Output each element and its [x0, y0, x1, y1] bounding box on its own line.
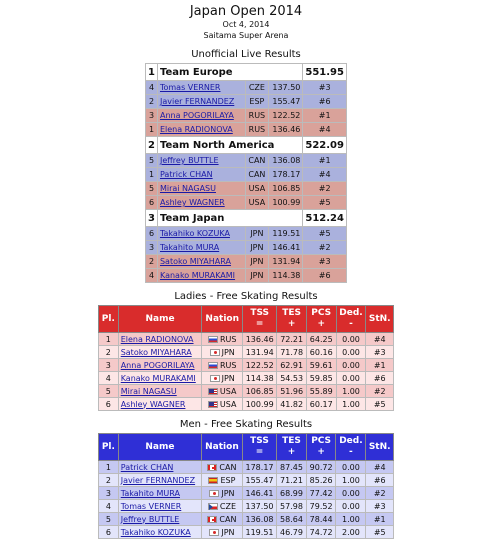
skater-link[interactable]: Ashley WAGNER	[120, 399, 186, 409]
tss-value: 178.17	[242, 461, 276, 474]
col-tss-op: =	[255, 447, 264, 457]
name-cell	[118, 385, 202, 398]
nation-cell	[202, 346, 243, 359]
pcs-value: 77.42	[306, 487, 336, 500]
tss-value: 146.41	[242, 487, 276, 500]
team-skater-row	[146, 109, 347, 123]
skater-link[interactable]: Patrick CHAN	[159, 170, 213, 179]
skater-score: 114.38	[268, 269, 303, 283]
skater-score: 122.52	[268, 109, 303, 123]
result-row	[99, 500, 394, 513]
col-pcs	[306, 434, 336, 461]
skater-name-cell	[157, 95, 245, 109]
team-skater-row	[146, 196, 347, 210]
pcs-value: 60.17	[306, 398, 336, 411]
tss-value: 136.08	[242, 513, 276, 526]
skater-rank: #2	[303, 241, 347, 255]
skater-rank: #6	[303, 95, 347, 109]
col-stn: StN.	[366, 434, 394, 461]
ladies-results-table	[98, 305, 394, 411]
nation-cell	[202, 398, 243, 411]
team-skater-row	[146, 255, 347, 269]
men-results-table	[98, 433, 394, 539]
skater-score: 178.17	[268, 168, 303, 182]
col-ded-op: -	[349, 447, 353, 457]
col-tes-label: TES	[282, 436, 301, 446]
skater-link[interactable]: Elena RADIONOVA	[120, 334, 194, 344]
skater-score: 146.41	[268, 241, 303, 255]
col-pcs-op: +	[317, 447, 325, 457]
pcs-value: 85.26	[306, 474, 336, 487]
ded-value: 0.00	[336, 461, 366, 474]
stn-value: #4	[366, 461, 394, 474]
ded-value: 0.00	[336, 333, 366, 346]
col-tss	[242, 434, 276, 461]
flag-icon	[208, 503, 218, 510]
name-cell	[118, 474, 201, 487]
nation-code: CAN	[219, 462, 237, 472]
skater-link[interactable]: Anna POGORILAYA	[159, 111, 234, 120]
tes-value: 87.45	[277, 461, 307, 474]
team-results-body	[146, 64, 347, 283]
team-place: 3	[146, 210, 158, 227]
nation-cell	[202, 372, 243, 385]
nation-cell	[202, 461, 243, 474]
team-skater-row	[146, 269, 347, 283]
pcs-value: 59.61	[306, 359, 336, 372]
col-tes	[277, 434, 307, 461]
men-results-body	[99, 461, 394, 539]
tes-value: 71.78	[277, 346, 307, 359]
team-place: 2	[146, 137, 158, 154]
tss-value: 136.46	[243, 333, 277, 346]
skater-link[interactable]: Patrick CHAN	[120, 462, 174, 472]
stn-value: #4	[366, 333, 394, 346]
result-row	[99, 333, 394, 346]
place: 2	[99, 346, 119, 359]
flag-icon	[207, 516, 217, 523]
event-date: Oct 4, 2014	[222, 20, 270, 29]
result-row	[99, 398, 394, 411]
flag-icon	[209, 490, 219, 497]
tes-value: 72.21	[277, 333, 307, 346]
skater-name-cell	[157, 269, 245, 283]
skater-rank: #5	[303, 196, 347, 210]
place: 6	[99, 398, 119, 411]
pcs-value: 79.52	[306, 500, 336, 513]
skater-link[interactable]: Jeffrey BUTTLE	[120, 514, 180, 524]
ladies-caption: Ladies - Free Skating Results	[174, 291, 318, 302]
skater-name-cell	[157, 109, 245, 123]
skater-link[interactable]: Kanako MURAKAMI	[159, 271, 236, 280]
skater-name-cell	[157, 154, 245, 168]
nation-code: ESP	[220, 475, 236, 485]
skater-rank: #6	[303, 269, 347, 283]
tes-value: 51.96	[277, 385, 307, 398]
name-cell	[118, 359, 202, 372]
team-name: Team Europe	[157, 64, 302, 81]
col-ded-label: Ded.	[339, 308, 363, 318]
skater-start-number: 2	[146, 95, 158, 109]
stn-value: #3	[366, 500, 394, 513]
skater-score: 100.99	[268, 196, 303, 210]
col-tes-op: +	[287, 447, 296, 457]
skater-score: 137.50	[268, 81, 303, 95]
nation-cell	[202, 385, 243, 398]
col-name: Name	[118, 434, 201, 461]
col-tes-op: +	[287, 319, 296, 329]
nation-code: JPN	[221, 527, 235, 537]
pcs-value: 64.25	[306, 333, 336, 346]
team-results-table	[145, 63, 347, 283]
skater-rank: #4	[303, 168, 347, 182]
skater-start-number: 3	[146, 241, 158, 255]
skater-name-cell	[157, 123, 245, 137]
col-name: Name	[118, 306, 202, 333]
team-skater-row	[146, 182, 347, 196]
tss-value: 106.85	[243, 385, 277, 398]
result-row	[99, 359, 394, 372]
name-cell	[118, 372, 202, 385]
skater-start-number: 4	[146, 269, 158, 283]
skater-link[interactable]: Takahito MURA	[159, 243, 220, 252]
skater-rank: #5	[303, 227, 347, 241]
ded-value: 1.00	[336, 385, 366, 398]
skater-country: JPN	[246, 255, 268, 269]
name-cell	[118, 487, 201, 500]
ded-value: 2.00	[336, 526, 366, 539]
skater-link[interactable]: Jeffrey BUTTLE	[159, 156, 219, 165]
nation-code: JPN	[221, 373, 235, 383]
skater-rank: #4	[303, 123, 347, 137]
tss-value: 155.47	[242, 474, 276, 487]
result-row	[99, 513, 394, 526]
stn-value: #2	[366, 487, 394, 500]
skater-name-cell	[157, 255, 245, 269]
ded-value: 1.00	[336, 474, 366, 487]
name-cell	[118, 333, 202, 346]
nation-code: CAN	[219, 514, 237, 524]
tes-value: 46.79	[277, 526, 307, 539]
team-skater-row	[146, 81, 347, 95]
team-skater-row	[146, 95, 347, 109]
skater-country: RUS	[246, 123, 268, 137]
pcs-value: 60.16	[306, 346, 336, 359]
team-skater-row	[146, 227, 347, 241]
team-total: 551.95	[303, 64, 347, 81]
col-nation: Nation	[202, 434, 243, 461]
team-skater-row	[146, 123, 347, 137]
skater-score: 119.51	[268, 227, 303, 241]
col-ded	[336, 434, 366, 461]
result-row	[99, 461, 394, 474]
nation-cell	[202, 359, 243, 372]
nation-code: JPN	[221, 488, 235, 498]
tes-value: 58.64	[277, 513, 307, 526]
skater-country: JPN	[246, 269, 268, 283]
skater-link[interactable]: Satoko MIYAHARA	[120, 347, 192, 357]
flag-icon	[208, 336, 218, 343]
result-row	[99, 487, 394, 500]
pcs-value: 78.44	[306, 513, 336, 526]
skater-name-cell	[157, 168, 245, 182]
skater-rank: #1	[303, 154, 347, 168]
nation-cell	[202, 487, 243, 500]
team-name: Team Japan	[157, 210, 302, 227]
page-title: Japan Open 2014	[189, 4, 303, 19]
skater-start-number: 6	[146, 196, 158, 210]
tes-value: 62.91	[277, 359, 307, 372]
nation-code: USA	[219, 386, 237, 396]
place: 5	[99, 385, 119, 398]
result-row	[99, 346, 394, 359]
team-name: Team North America	[157, 137, 302, 154]
result-row	[99, 372, 394, 385]
pcs-value: 74.72	[306, 526, 336, 539]
live-results-caption: Unofficial Live Results	[191, 49, 301, 60]
name-cell	[118, 461, 201, 474]
flag-icon	[209, 529, 219, 536]
name-cell	[118, 513, 201, 526]
place: 4	[99, 500, 119, 513]
place: 5	[99, 513, 119, 526]
nation-code: RUS	[219, 334, 237, 344]
flag-icon	[208, 477, 218, 484]
skater-country: JPN	[246, 227, 268, 241]
skater-link[interactable]: Elena RADIONOVA	[159, 125, 233, 134]
men-header-row	[99, 434, 394, 461]
skater-rank: #1	[303, 109, 347, 123]
nation-code: RUS	[219, 360, 237, 370]
col-ded-label: Ded.	[339, 436, 363, 446]
skater-rank: #2	[303, 182, 347, 196]
skater-link[interactable]: Takahiko KOZUKA	[120, 527, 191, 537]
place: 3	[99, 487, 119, 500]
tes-value: 71.21	[277, 474, 307, 487]
flag-icon	[210, 349, 220, 356]
skater-name-cell	[157, 81, 245, 95]
ded-value: 0.00	[336, 346, 366, 359]
tss-value: 114.38	[243, 372, 277, 385]
skater-link[interactable]: Mirai NAGASU	[120, 386, 177, 396]
skater-country: CAN	[246, 154, 268, 168]
col-pcs-label: PCS	[311, 436, 332, 446]
skater-name-cell	[157, 227, 245, 241]
pcs-value: 55.89	[306, 385, 336, 398]
tss-value: 119.51	[242, 526, 276, 539]
event-venue: Saitama Super Arena	[203, 31, 289, 40]
skater-country: CZE	[246, 81, 268, 95]
nation-cell	[202, 526, 243, 539]
skater-name-cell	[157, 182, 245, 196]
skater-country: USA	[246, 182, 268, 196]
stn-value: #1	[366, 513, 394, 526]
tss-value: 100.99	[243, 398, 277, 411]
place: 1	[99, 333, 119, 346]
col-pcs-label: PCS	[311, 308, 332, 318]
skater-start-number: 4	[146, 81, 158, 95]
page-header	[0, 0, 492, 41]
team-total: 512.24	[303, 210, 347, 227]
skater-country: USA	[246, 196, 268, 210]
ded-value: 1.00	[336, 513, 366, 526]
team-skater-row	[146, 154, 347, 168]
tss-value: 131.94	[243, 346, 277, 359]
team-total: 522.09	[303, 137, 347, 154]
flag-icon	[208, 362, 218, 369]
col-tes-label: TES	[282, 308, 302, 318]
skater-score: 136.08	[268, 154, 303, 168]
skater-start-number: 3	[146, 109, 158, 123]
result-row	[99, 526, 394, 539]
stn-value: #6	[366, 372, 394, 385]
flag-icon	[210, 375, 220, 382]
name-cell	[118, 526, 201, 539]
skater-name-cell	[157, 241, 245, 255]
ded-value: 0.00	[336, 359, 366, 372]
col-pl: Pl.	[99, 434, 119, 461]
team-skater-row	[146, 168, 347, 182]
pcs-value: 90.72	[306, 461, 336, 474]
col-nation: Nation	[202, 306, 243, 333]
tss-value: 137.50	[242, 500, 276, 513]
skater-link[interactable]: Ashley WAGNER	[159, 198, 225, 207]
place: 1	[99, 461, 119, 474]
ded-value: 0.00	[336, 372, 366, 385]
name-cell	[118, 500, 201, 513]
stn-value: #5	[366, 526, 394, 539]
stn-value: #2	[366, 385, 394, 398]
stn-value: #6	[366, 474, 394, 487]
name-cell	[118, 346, 202, 359]
ladies-results-body	[99, 333, 394, 411]
result-row	[99, 474, 394, 487]
skater-score: 106.85	[268, 182, 303, 196]
skater-link[interactable]: Javier FERNANDEZ	[120, 475, 196, 485]
stn-value: #3	[366, 346, 394, 359]
result-row	[99, 385, 394, 398]
stn-value: #5	[366, 398, 394, 411]
stn-value: #1	[366, 359, 394, 372]
men-caption: Men - Free Skating Results	[179, 419, 313, 430]
team-place: 1	[146, 64, 158, 81]
skater-link[interactable]: Takahiko KOZUKA	[159, 229, 230, 238]
flag-icon	[208, 401, 218, 408]
flag-icon	[208, 388, 218, 395]
tss-value: 122.52	[243, 359, 277, 372]
ded-value: 0.00	[336, 500, 366, 513]
skater-country: CAN	[246, 168, 268, 182]
skater-country: JPN	[246, 241, 268, 255]
ladies-header-row	[99, 306, 394, 333]
tes-value: 57.98	[277, 500, 307, 513]
nation-code: CZE	[219, 501, 236, 511]
skater-rank: #3	[303, 255, 347, 269]
col-pcs	[306, 306, 336, 333]
place: 3	[99, 359, 119, 372]
team-row	[146, 137, 347, 154]
skater-start-number: 5	[146, 182, 158, 196]
team-row	[146, 210, 347, 227]
skater-link[interactable]: Anna POGORILAYA	[120, 360, 195, 370]
name-cell	[118, 398, 202, 411]
tes-value: 68.99	[277, 487, 307, 500]
skater-start-number: 5	[146, 154, 158, 168]
col-ded-op: -	[349, 319, 353, 329]
col-tss-op: =	[255, 319, 264, 329]
nation-code: USA	[219, 399, 237, 409]
nation-code: JPN	[221, 347, 235, 357]
skater-start-number: 1	[146, 123, 158, 137]
col-tss-label: TSS	[250, 436, 269, 446]
pcs-value: 59.85	[306, 372, 336, 385]
col-ded	[336, 306, 366, 333]
skater-start-number: 1	[146, 168, 158, 182]
col-tss-label: TSS	[250, 308, 270, 318]
place: 6	[99, 526, 119, 539]
col-tss	[243, 306, 277, 333]
skater-link[interactable]: Satoko MIYAHARA	[159, 257, 231, 266]
flag-icon	[207, 464, 217, 471]
col-pcs-op: +	[317, 319, 325, 329]
nation-cell	[202, 333, 243, 346]
skater-link[interactable]: Mirai NAGASU	[159, 184, 216, 193]
skater-rank: #3	[303, 81, 347, 95]
skater-start-number: 6	[146, 227, 158, 241]
skater-link[interactable]: Kanako MURAKAMI	[120, 373, 196, 383]
ded-value: 1.00	[336, 398, 366, 411]
tes-value: 41.82	[277, 398, 307, 411]
skater-score: 131.94	[268, 255, 303, 269]
col-stn: StN.	[366, 306, 394, 333]
skater-link[interactable]: Takahito MURA	[120, 488, 180, 498]
skater-country: ESP	[246, 95, 268, 109]
skater-country: RUS	[246, 109, 268, 123]
skater-score: 136.46	[268, 123, 303, 137]
team-row	[146, 64, 347, 81]
skater-score: 155.47	[268, 95, 303, 109]
col-tes	[277, 306, 307, 333]
team-skater-row	[146, 241, 347, 255]
nation-cell	[202, 474, 243, 487]
nation-cell	[202, 500, 243, 513]
col-pl: Pl.	[99, 306, 119, 333]
ded-value: 0.00	[336, 487, 366, 500]
skater-name-cell	[157, 196, 245, 210]
nation-cell	[202, 513, 243, 526]
skater-link[interactable]: Javier FERNANDEZ	[159, 97, 235, 106]
skater-link[interactable]: Tomas VERNER	[120, 501, 182, 511]
tes-value: 54.53	[277, 372, 307, 385]
place: 2	[99, 474, 119, 487]
skater-start-number: 2	[146, 255, 158, 269]
skater-link[interactable]: Tomas VERNER	[159, 83, 221, 92]
place: 4	[99, 372, 119, 385]
